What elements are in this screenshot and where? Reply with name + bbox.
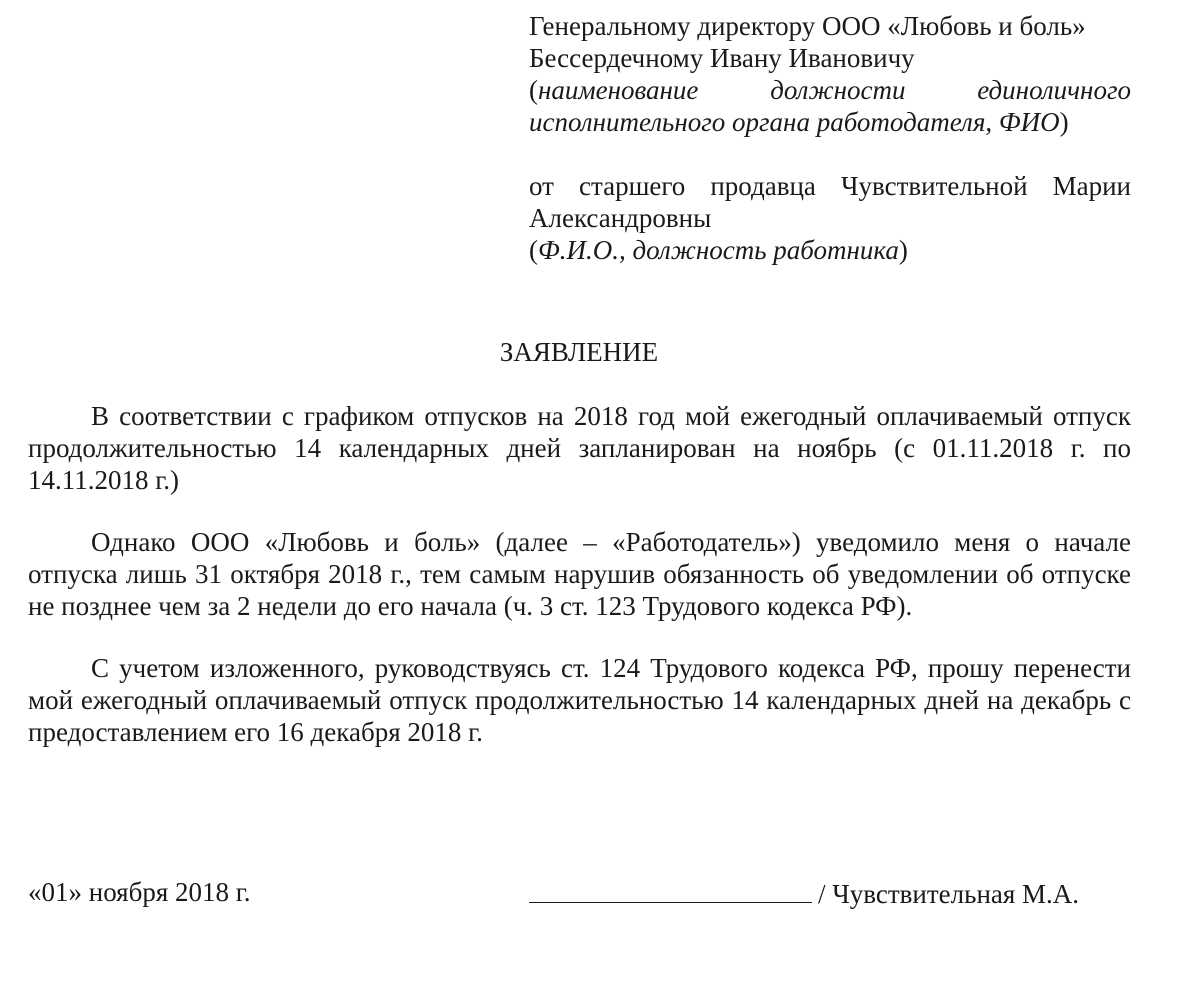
document-footer xyxy=(28,876,1131,908)
document-title: ЗАЯВЛЕНИЕ xyxy=(499,337,659,367)
document-body xyxy=(28,400,1131,778)
signature-line xyxy=(529,876,812,903)
recipient-line-2: Бессердечному Ивану Ивановичу xyxy=(529,43,915,73)
addressee-block xyxy=(529,10,1131,266)
recipient-line-1: Генеральному директору ООО «Любовь и боль» xyxy=(529,11,1086,41)
sender-hint-text: Ф.И.О., должность работника xyxy=(538,235,899,265)
sender-hint: (Ф.И.О., должность работника) xyxy=(529,235,908,265)
paragraph-1: В соответствии с графиком отпусков на 2018 год мой ежегодный оплачиваемый отпуск продолжительностью 14 календарных дней запланирован на ноябрь (с 01.11.2018 г. по 14.11.2018 г.) xyxy=(28,401,1131,495)
recipient-hint: (наименование должности единоличного исполнительного органа работодателя, ФИО) xyxy=(529,75,1131,137)
document-date: «01» ноября 2018 г. xyxy=(28,877,251,907)
signature-block xyxy=(529,876,1079,910)
signature-name: / Чувствительная М.А. xyxy=(818,879,1080,909)
paragraph-2: Однако ООО «Любовь и боль» (далее – «Работодатель») уведомило меня о начале отпуска лишь 31 октября 2018 г., тем самым нарушив обязанность об уведомлении об отпуске не позднее чем за 2 недели до его начала (ч. 3 ст. 123 Трудового кодекса РФ). xyxy=(28,527,1131,621)
header-spacer xyxy=(529,138,1131,170)
sender-line: от старшего продавца Чувствительной Марии Александровны xyxy=(529,171,1131,233)
recipient-hint-text: наименование должности единоличного исполнительного органа работодателя, ФИО xyxy=(529,75,1131,137)
paragraph-3: С учетом изложенного, руководствуясь ст. 124 Трудового кодекса РФ, прошу перенести мой ежегодный оплачиваемый отпуск продолжительностью 14 календарных дней на декабрь с предоставлением его 16 декабря 2018 г. xyxy=(28,653,1131,747)
